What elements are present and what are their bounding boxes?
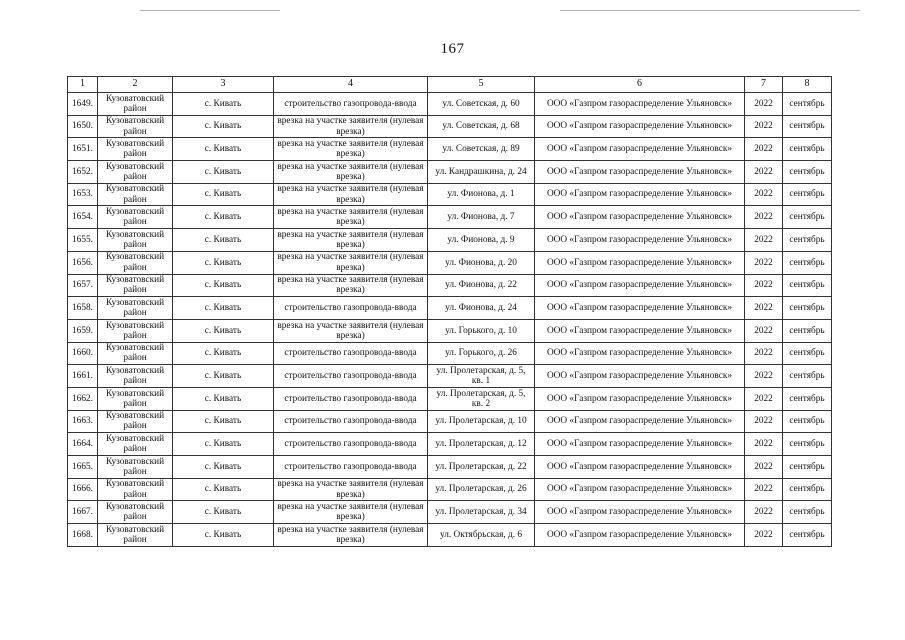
cell-number: 1665. bbox=[68, 456, 98, 479]
cell-settlement: с. Кивать bbox=[173, 524, 274, 547]
cell-district: Кузоватовский район bbox=[98, 161, 173, 184]
cell-year: 2022 bbox=[745, 115, 783, 138]
cell-district: Кузоватовский район bbox=[98, 115, 173, 138]
table-row bbox=[68, 183, 832, 206]
cell-district: Кузоватовский район bbox=[98, 297, 173, 320]
cell-number: 1654. bbox=[68, 206, 98, 229]
cell-work-type: строительство газопровода-ввода bbox=[274, 93, 428, 116]
cell-district: Кузоватовский район bbox=[98, 478, 173, 501]
cell-district: Кузоватовский район bbox=[98, 342, 173, 365]
cell-number: 1653. bbox=[68, 183, 98, 206]
table-row bbox=[68, 410, 832, 433]
cell-address: ул. Горького, д. 26 bbox=[428, 342, 535, 365]
cell-month: сентябрь bbox=[783, 410, 832, 433]
cell-month: сентябрь bbox=[783, 115, 832, 138]
table-row bbox=[68, 456, 832, 479]
table-header-row bbox=[68, 77, 832, 93]
cell-address: ул. Советская, д. 68 bbox=[428, 115, 535, 138]
cell-organization: ООО «Газпром газораспределение Ульяновск» bbox=[535, 501, 745, 524]
table-row bbox=[68, 524, 832, 547]
cell-address: ул. Фионова, д. 20 bbox=[428, 251, 535, 274]
column-header: 1 bbox=[68, 77, 98, 93]
cell-month: сентябрь bbox=[783, 138, 832, 161]
cell-year: 2022 bbox=[745, 183, 783, 206]
cell-number: 1650. bbox=[68, 115, 98, 138]
cell-organization: ООО «Газпром газораспределение Ульяновск» bbox=[535, 115, 745, 138]
table-row bbox=[68, 478, 832, 501]
cell-district: Кузоватовский район bbox=[98, 251, 173, 274]
cell-year: 2022 bbox=[745, 161, 783, 184]
cell-work-type: строительство газопровода-ввода bbox=[274, 410, 428, 433]
table-row bbox=[68, 297, 832, 320]
cell-settlement: с. Кивать bbox=[173, 319, 274, 342]
cell-organization: ООО «Газпром газораспределение Ульяновск» bbox=[535, 183, 745, 206]
cell-work-type: строительство газопровода-ввода bbox=[274, 365, 428, 388]
table-row bbox=[68, 433, 832, 456]
cell-year: 2022 bbox=[745, 410, 783, 433]
cell-organization: ООО «Газпром газораспределение Ульяновск» bbox=[535, 478, 745, 501]
cell-work-type: строительство газопровода-ввода bbox=[274, 387, 428, 410]
cell-address: ул. Пролетарская, д. 22 bbox=[428, 456, 535, 479]
cell-number: 1668. bbox=[68, 524, 98, 547]
cell-organization: ООО «Газпром газораспределение Ульяновск» bbox=[535, 297, 745, 320]
cell-number: 1656. bbox=[68, 251, 98, 274]
column-header: 4 bbox=[274, 77, 428, 93]
table-row bbox=[68, 206, 832, 229]
cell-address: ул. Пролетарская, д. 34 bbox=[428, 501, 535, 524]
table-row bbox=[68, 501, 832, 524]
cell-year: 2022 bbox=[745, 365, 783, 388]
cell-organization: ООО «Газпром газораспределение Ульяновск» bbox=[535, 387, 745, 410]
cell-district: Кузоватовский район bbox=[98, 433, 173, 456]
cell-district: Кузоватовский район bbox=[98, 501, 173, 524]
cell-number: 1658. bbox=[68, 297, 98, 320]
cell-address: ул. Пролетарская, д. 5, кв. 2 bbox=[428, 387, 535, 410]
cell-year: 2022 bbox=[745, 433, 783, 456]
cell-organization: ООО «Газпром газораспределение Ульяновск» bbox=[535, 433, 745, 456]
cell-work-type: врезка на участке заявителя (нулевая врезка) bbox=[274, 319, 428, 342]
cell-address: ул. Кандрашкина, д. 24 bbox=[428, 161, 535, 184]
column-header: 7 bbox=[745, 77, 783, 93]
cell-year: 2022 bbox=[745, 206, 783, 229]
cell-month: сентябрь bbox=[783, 251, 832, 274]
cell-work-type: строительство газопровода-ввода bbox=[274, 342, 428, 365]
cell-address: ул. Фионова, д. 9 bbox=[428, 229, 535, 252]
column-header: 5 bbox=[428, 77, 535, 93]
cell-settlement: с. Кивать bbox=[173, 433, 274, 456]
cell-month: сентябрь bbox=[783, 93, 832, 116]
cell-settlement: с. Кивать bbox=[173, 229, 274, 252]
cell-work-type: врезка на участке заявителя (нулевая врезка) bbox=[274, 274, 428, 297]
table-row bbox=[68, 274, 832, 297]
cell-number: 1661. bbox=[68, 365, 98, 388]
cell-district: Кузоватовский район bbox=[98, 206, 173, 229]
cell-address: ул. Советская, д. 60 bbox=[428, 93, 535, 116]
cell-number: 1651. bbox=[68, 138, 98, 161]
cell-settlement: с. Кивать bbox=[173, 251, 274, 274]
cell-organization: ООО «Газпром газораспределение Ульяновск» bbox=[535, 229, 745, 252]
cell-settlement: с. Кивать bbox=[173, 478, 274, 501]
table-row bbox=[68, 115, 832, 138]
cell-address: ул. Пролетарская, д. 5, кв. 1 bbox=[428, 365, 535, 388]
scan-artifact bbox=[560, 10, 860, 11]
cell-year: 2022 bbox=[745, 524, 783, 547]
cell-district: Кузоватовский район bbox=[98, 387, 173, 410]
cell-address: ул. Октябрьская, д. 6 bbox=[428, 524, 535, 547]
cell-district: Кузоватовский район bbox=[98, 319, 173, 342]
cell-month: сентябрь bbox=[783, 229, 832, 252]
cell-month: сентябрь bbox=[783, 183, 832, 206]
table-row bbox=[68, 387, 832, 410]
cell-number: 1652. bbox=[68, 161, 98, 184]
cell-number: 1662. bbox=[68, 387, 98, 410]
cell-address: ул. Советская, д. 89 bbox=[428, 138, 535, 161]
cell-settlement: с. Кивать bbox=[173, 274, 274, 297]
cell-organization: ООО «Газпром газораспределение Ульяновск» bbox=[535, 93, 745, 116]
cell-year: 2022 bbox=[745, 319, 783, 342]
cell-year: 2022 bbox=[745, 138, 783, 161]
cell-address: ул. Фионова, д. 24 bbox=[428, 297, 535, 320]
cell-settlement: с. Кивать bbox=[173, 410, 274, 433]
table-row bbox=[68, 138, 832, 161]
cell-address: ул. Пролетарская, д. 26 bbox=[428, 478, 535, 501]
cell-settlement: с. Кивать bbox=[173, 183, 274, 206]
cell-work-type: врезка на участке заявителя (нулевая врезка) bbox=[274, 115, 428, 138]
cell-settlement: с. Кивать bbox=[173, 365, 274, 388]
cell-settlement: с. Кивать bbox=[173, 297, 274, 320]
table-row bbox=[68, 161, 832, 184]
cell-district: Кузоватовский район bbox=[98, 456, 173, 479]
cell-district: Кузоватовский район bbox=[98, 138, 173, 161]
cell-organization: ООО «Газпром газораспределение Ульяновск» bbox=[535, 319, 745, 342]
cell-work-type: строительство газопровода-ввода bbox=[274, 433, 428, 456]
cell-settlement: с. Кивать bbox=[173, 387, 274, 410]
cell-work-type: врезка на участке заявителя (нулевая врезка) bbox=[274, 161, 428, 184]
cell-work-type: врезка на участке заявителя (нулевая врезка) bbox=[274, 206, 428, 229]
cell-year: 2022 bbox=[745, 93, 783, 116]
table-row bbox=[68, 251, 832, 274]
cell-month: сентябрь bbox=[783, 274, 832, 297]
cell-number: 1655. bbox=[68, 229, 98, 252]
cell-month: сентябрь bbox=[783, 501, 832, 524]
table-row bbox=[68, 319, 832, 342]
cell-month: сентябрь bbox=[783, 433, 832, 456]
page-number: 167 bbox=[440, 41, 465, 57]
registry-table-body bbox=[68, 77, 832, 547]
table-row bbox=[68, 93, 832, 116]
cell-organization: ООО «Газпром газораспределение Ульяновск» bbox=[535, 138, 745, 161]
cell-year: 2022 bbox=[745, 342, 783, 365]
cell-district: Кузоватовский район bbox=[98, 274, 173, 297]
cell-settlement: с. Кивать bbox=[173, 93, 274, 116]
cell-settlement: с. Кивать bbox=[173, 161, 274, 184]
cell-year: 2022 bbox=[745, 478, 783, 501]
cell-number: 1666. bbox=[68, 478, 98, 501]
cell-settlement: с. Кивать bbox=[173, 206, 274, 229]
registry-table bbox=[67, 76, 832, 547]
cell-number: 1659. bbox=[68, 319, 98, 342]
cell-organization: ООО «Газпром газораспределение Ульяновск» bbox=[535, 524, 745, 547]
cell-district: Кузоватовский район bbox=[98, 93, 173, 116]
cell-work-type: врезка на участке заявителя (нулевая врезка) bbox=[274, 251, 428, 274]
table-row bbox=[68, 229, 832, 252]
cell-work-type: строительство газопровода-ввода bbox=[274, 456, 428, 479]
cell-month: сентябрь bbox=[783, 478, 832, 501]
cell-year: 2022 bbox=[745, 456, 783, 479]
cell-number: 1660. bbox=[68, 342, 98, 365]
cell-district: Кузоватовский район bbox=[98, 524, 173, 547]
cell-month: сентябрь bbox=[783, 456, 832, 479]
cell-address: ул. Фионова, д. 1 bbox=[428, 183, 535, 206]
cell-month: сентябрь bbox=[783, 161, 832, 184]
cell-month: сентябрь bbox=[783, 319, 832, 342]
cell-number: 1667. bbox=[68, 501, 98, 524]
cell-work-type: врезка на участке заявителя (нулевая врезка) bbox=[274, 229, 428, 252]
table-row bbox=[68, 365, 832, 388]
cell-year: 2022 bbox=[745, 387, 783, 410]
cell-month: сентябрь bbox=[783, 524, 832, 547]
cell-work-type: врезка на участке заявителя (нулевая врезка) bbox=[274, 478, 428, 501]
cell-organization: ООО «Газпром газораспределение Ульяновск» bbox=[535, 251, 745, 274]
cell-work-type: врезка на участке заявителя (нулевая врезка) bbox=[274, 524, 428, 547]
cell-year: 2022 bbox=[745, 297, 783, 320]
cell-number: 1663. bbox=[68, 410, 98, 433]
cell-organization: ООО «Газпром газораспределение Ульяновск» bbox=[535, 410, 745, 433]
column-header: 2 bbox=[98, 77, 173, 93]
cell-work-type: врезка на участке заявителя (нулевая врезка) bbox=[274, 501, 428, 524]
cell-district: Кузоватовский район bbox=[98, 365, 173, 388]
cell-organization: ООО «Газпром газораспределение Ульяновск» bbox=[535, 161, 745, 184]
table-row bbox=[68, 342, 832, 365]
cell-organization: ООО «Газпром газораспределение Ульяновск» bbox=[535, 206, 745, 229]
cell-district: Кузоватовский район bbox=[98, 229, 173, 252]
cell-year: 2022 bbox=[745, 251, 783, 274]
cell-number: 1649. bbox=[68, 93, 98, 116]
cell-settlement: с. Кивать bbox=[173, 501, 274, 524]
cell-settlement: с. Кивать bbox=[173, 456, 274, 479]
cell-number: 1664. bbox=[68, 433, 98, 456]
cell-work-type: строительство газопровода-ввода bbox=[274, 297, 428, 320]
cell-organization: ООО «Газпром газораспределение Ульяновск» bbox=[535, 342, 745, 365]
cell-month: сентябрь bbox=[783, 297, 832, 320]
cell-address: ул. Фионова, д. 7 bbox=[428, 206, 535, 229]
cell-settlement: с. Кивать bbox=[173, 115, 274, 138]
cell-district: Кузоватовский район bbox=[98, 183, 173, 206]
cell-number: 1657. bbox=[68, 274, 98, 297]
cell-year: 2022 bbox=[745, 274, 783, 297]
column-header: 8 bbox=[783, 77, 832, 93]
cell-year: 2022 bbox=[745, 501, 783, 524]
cell-month: сентябрь bbox=[783, 365, 832, 388]
cell-work-type: врезка на участке заявителя (нулевая врезка) bbox=[274, 138, 428, 161]
cell-month: сентябрь bbox=[783, 342, 832, 365]
column-header: 3 bbox=[173, 77, 274, 93]
cell-work-type: врезка на участке заявителя (нулевая врезка) bbox=[274, 183, 428, 206]
cell-address: ул. Горького, д. 10 bbox=[428, 319, 535, 342]
scan-artifact bbox=[140, 10, 280, 11]
cell-settlement: с. Кивать bbox=[173, 342, 274, 365]
cell-settlement: с. Кивать bbox=[173, 138, 274, 161]
cell-address: ул. Пролетарская, д. 12 bbox=[428, 433, 535, 456]
cell-district: Кузоватовский район bbox=[98, 410, 173, 433]
cell-organization: ООО «Газпром газораспределение Ульяновск» bbox=[535, 456, 745, 479]
cell-month: сентябрь bbox=[783, 387, 832, 410]
cell-address: ул. Пролетарская, д. 10 bbox=[428, 410, 535, 433]
cell-organization: ООО «Газпром газораспределение Ульяновск» bbox=[535, 274, 745, 297]
cell-year: 2022 bbox=[745, 229, 783, 252]
cell-organization: ООО «Газпром газораспределение Ульяновск» bbox=[535, 365, 745, 388]
column-header: 6 bbox=[535, 77, 745, 93]
cell-month: сентябрь bbox=[783, 206, 832, 229]
cell-address: ул. Фионова, д. 22 bbox=[428, 274, 535, 297]
